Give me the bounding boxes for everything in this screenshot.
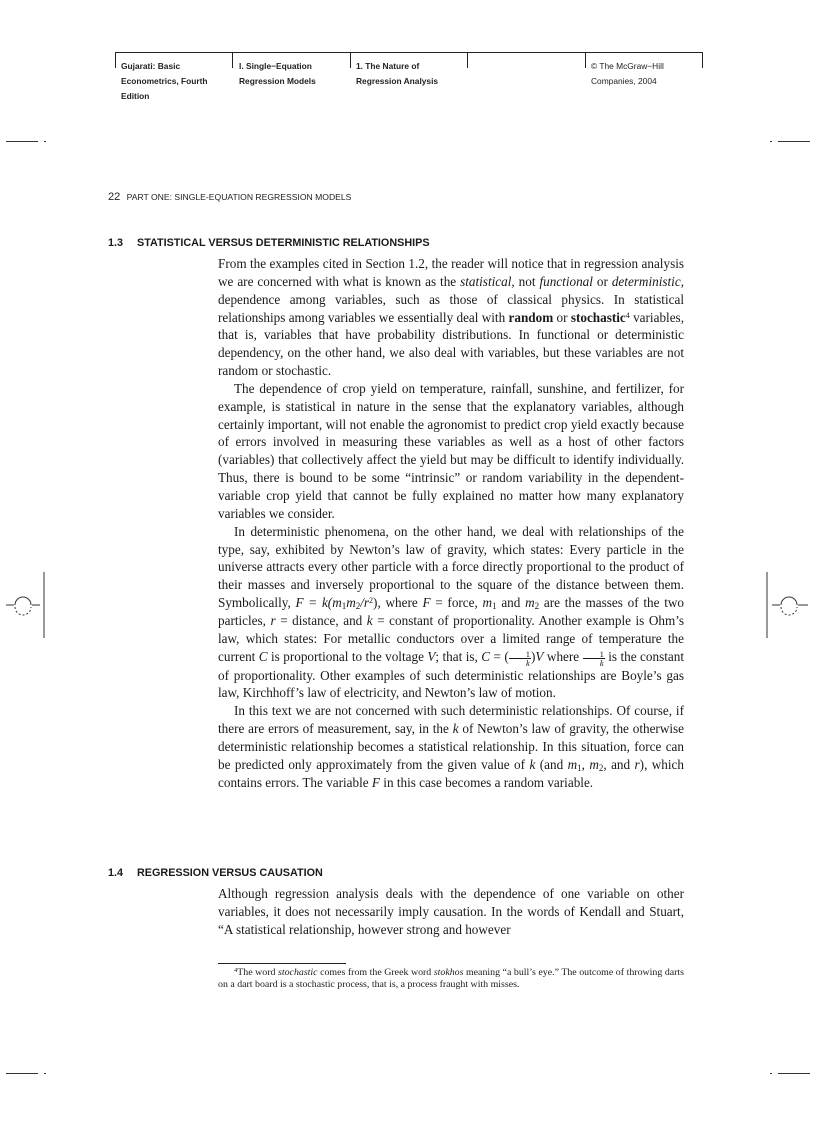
registration-mark-icon bbox=[4, 570, 48, 640]
crop-mark bbox=[778, 141, 810, 142]
paragraph: In deterministic phenomena, on the other hand, we deal with relationships of the type, say, exhibited by Newton’s law of gravity, which states: Every particle in the universe attracts every other particle with a force directly proportional to the product of their masses and inversely proportional to the square of the distance between them. Symbolically, $F = k(m_1m_2/r^2)$, where F = force, $m_1$ and $m_2$ are the masses of the two particles, r = distance, and k = constant of proportionality. Another example is Ohm’s law, which states: For metallic conductors over a limited range of temperature the current C is proportional to the voltage V; that is, C = ( $\frac{1}{k}$ )V where $\frac{1}{k}$ is the constant of proportionality. Other examples of such deterministic relationships are Boyle’s gas law, Kirchhoff’s law of electricity, and Newton’s law of motion. bbox=[218, 523, 685, 701]
header-chapter-title bbox=[356, 59, 438, 89]
header-divider bbox=[350, 52, 351, 68]
crop-mark bbox=[778, 1073, 810, 1074]
header-divider bbox=[467, 52, 468, 68]
header-rule bbox=[115, 52, 702, 53]
header-line: I. Single−Equation bbox=[239, 61, 312, 71]
crop-mark bbox=[44, 141, 46, 142]
header-line: Regression Models bbox=[239, 76, 316, 86]
header-line: Edition bbox=[121, 91, 150, 101]
paragraph: Although regression analysis deals with the dependence of one variable on other variables, it does not necessarily imply causation. In the words of Kendall and Stuart, “A statistical relationship, however strong and however bbox=[218, 886, 684, 937]
running-head-text: PART ONE: SINGLE-EQUATION REGRESSION MODELS bbox=[126, 192, 352, 202]
registration-mark-icon bbox=[764, 570, 812, 640]
crop-mark bbox=[6, 141, 38, 142]
section-heading bbox=[108, 237, 430, 249]
header-line: 1. The Nature of bbox=[356, 61, 420, 71]
fraction: $\frac{1}{k}$ bbox=[583, 650, 605, 667]
section-title: STATISTICAL VERSUS DETERMINISTIC RELATIONSHIPS bbox=[137, 237, 430, 249]
header-divider bbox=[115, 52, 116, 68]
paragraph: The dependence of crop yield on temperature, rainfall, sunshine, and fertilizer, for example, is statistical in nature in the sense that the explanatory variables, although certainly important, will not enable the agronomist to predict crop yield exactly because of errors involved in measuring these variables as well as a host of other factors (variables) that collectively affect the yield but may be difficult to identify individually. Thus, there is bound to be some “intrinsic” or random variability in the dependent-variable crop yield that cannot be fully explained no matter how many explanatory variables we consider. bbox=[218, 380, 684, 521]
section-number: 1.3 bbox=[108, 237, 124, 249]
header-line: Econometrics, Fourth bbox=[121, 76, 208, 86]
header-divider bbox=[585, 52, 586, 68]
header-part-title bbox=[239, 59, 316, 89]
header-line: © The McGraw−Hill bbox=[591, 61, 664, 71]
header-book-title bbox=[121, 59, 208, 104]
header-divider bbox=[232, 52, 233, 68]
fraction: $\frac{1}{k}$ bbox=[509, 650, 531, 667]
header-line: Gujarati: Basic bbox=[121, 61, 181, 71]
header-copyright bbox=[591, 59, 664, 89]
footnote: $^4$The word stochastic comes from the Greek word stokhos meaning “a bull’s eye.” The outcome of throwing darts on a dart board is a stochastic process, that is, a process fraught with misses. bbox=[218, 967, 685, 991]
crop-mark bbox=[770, 141, 772, 142]
page-number: 22 bbox=[108, 191, 121, 203]
footnote-mark: 4 bbox=[234, 967, 238, 974]
footnote-rule bbox=[218, 963, 346, 964]
footnote-ref: 4 bbox=[625, 310, 630, 320]
section-title: REGRESSION VERSUS CAUSATION bbox=[137, 867, 323, 879]
header-line: Companies, 2004 bbox=[591, 76, 657, 86]
crop-mark bbox=[770, 1073, 772, 1074]
paragraph: From the examples cited in Section 1.2, the reader will notice that in regression analysis we are concerned with what is known as the statistical, not functional or deterministic, dependence among variables, such as those of classical physics. In statistical relationships among variables we essentially deal with random or stochastic$^4$ variables, that is, variables that have probability distributions. In functional or deterministic dependency, on the other hand, we also deal with variables, but these variables are not random or stochastic. bbox=[218, 256, 684, 379]
section-heading bbox=[108, 867, 323, 879]
crop-mark bbox=[6, 1073, 38, 1074]
section-number: 1.4 bbox=[108, 867, 124, 879]
crop-mark bbox=[44, 1073, 46, 1074]
paragraph: In this text we are not concerned with such deterministic relationships. Of course, if there are errors of measurement, say, in the k of Newton’s law of gravity, the otherwise deterministic relationship becomes a statistical relationship. In this situation, force can be predicted only approximately from the given value of k (and $m_1$, $m_2$, and r), which contains errors. The variable F in this case becomes a random variable. bbox=[218, 703, 685, 790]
section-body bbox=[218, 255, 684, 791]
header-divider bbox=[702, 52, 703, 68]
section-body bbox=[218, 885, 684, 939]
running-head bbox=[108, 191, 351, 203]
header-line: Regression Analysis bbox=[356, 76, 439, 86]
